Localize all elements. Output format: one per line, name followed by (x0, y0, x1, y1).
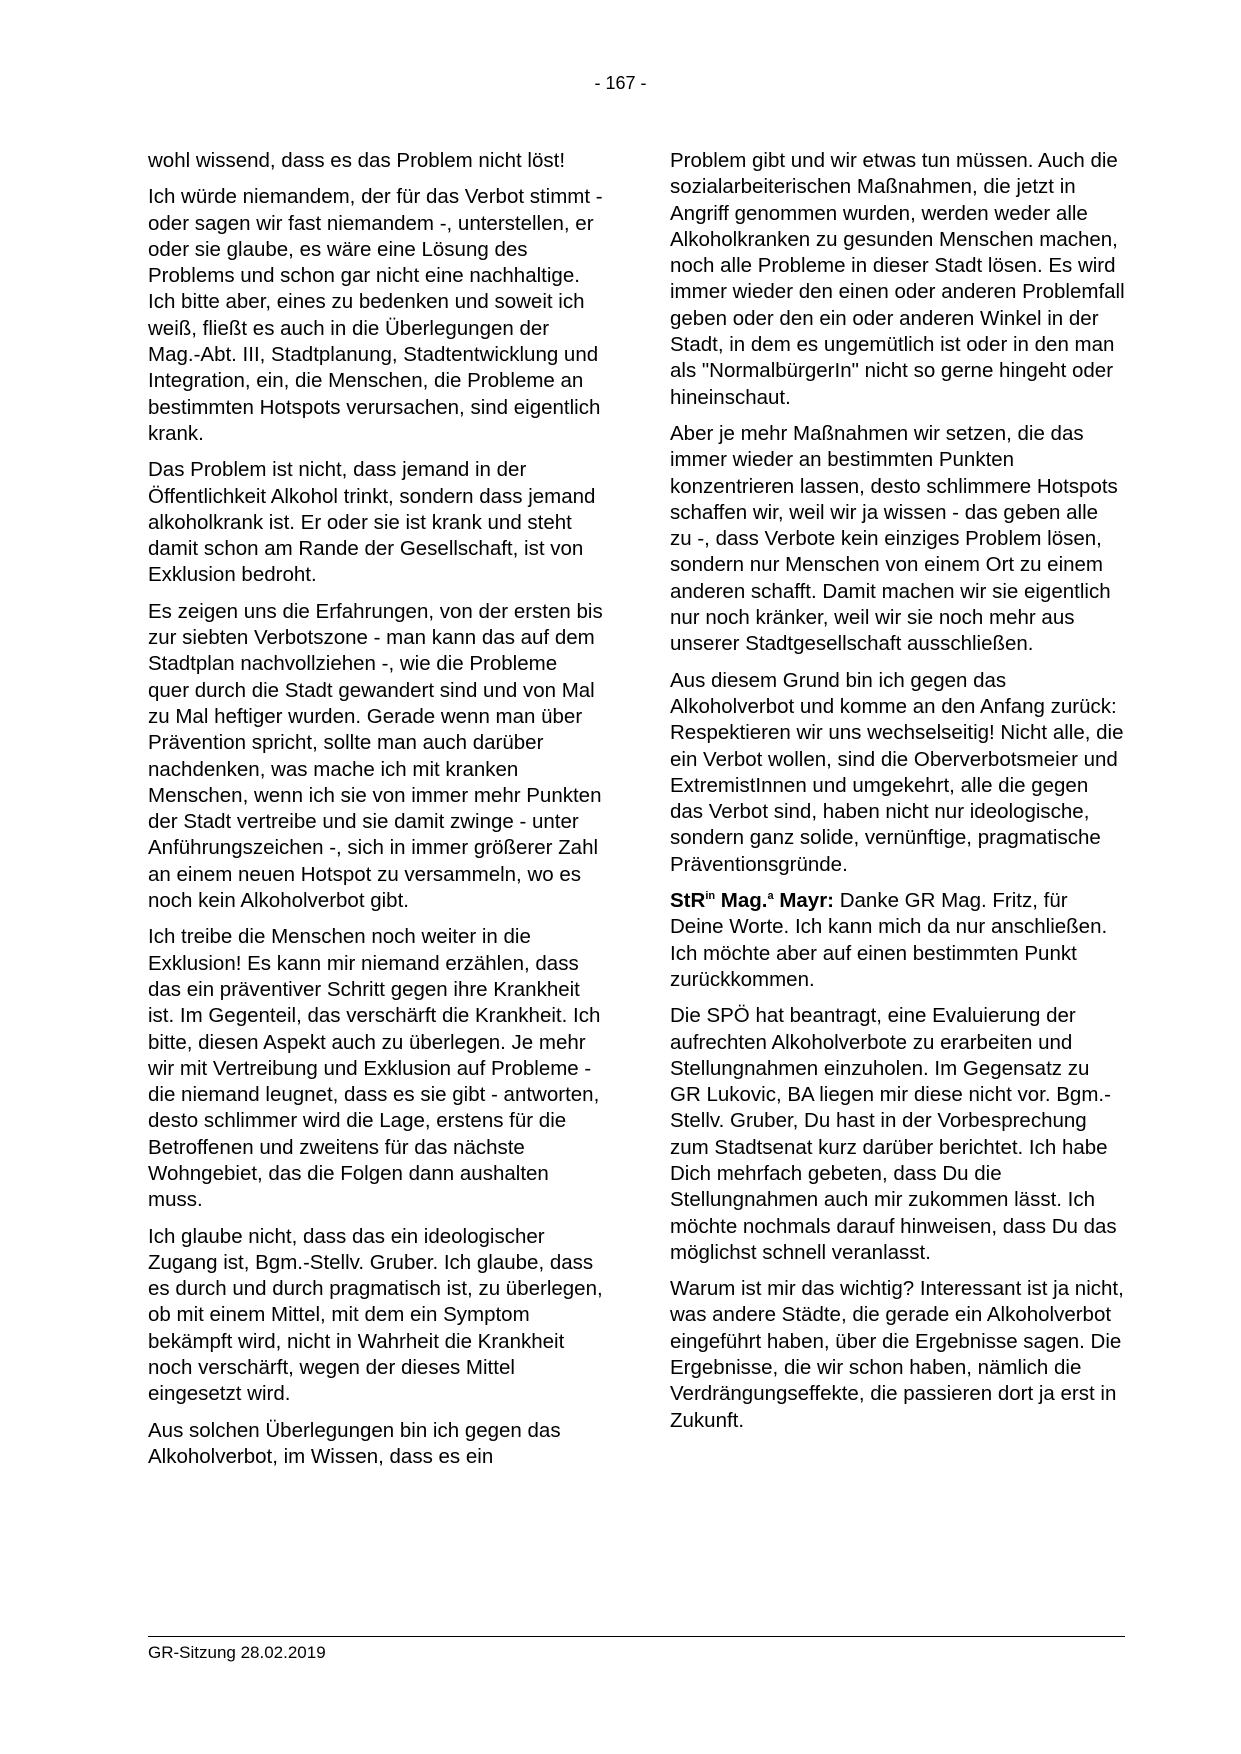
paragraph: Es zeigen uns die Erfahrungen, von der ersten bis zur siebten Verbotszone - man kann das auf dem Stadtplan nachvollziehen -, wie die Probleme quer durch die Stadt gewandert sind und von Mal zu Mal heftiger wurden. Gerade wenn man über Prävention spricht, sollte man auch darüber nachdenken, was mache ich mit kranken Menschen, wenn ich sie von immer mehr Punkten der Stadt vertreibe und sie damit zwinge - unter Anführungszeichen -, sich in immer größerer Zahl an einem neuen Hotspot zu versammeln, wo es noch kein Alkoholverbot gibt. (148, 599, 603, 913)
paragraph: Das Problem ist nicht, dass jemand in der Öffentlichkeit Alkohol trinkt, sondern dass jemand alkoholkrank ist. Er oder sie ist krank und steht damit schon am Rande der Gesellschaft, ist von Exklusion bedroht. (148, 458, 596, 587)
speaker-label (670, 889, 834, 912)
footer-session-date: GR-Sitzung 28.02.2019 (148, 1643, 326, 1662)
paragraph: Aber je mehr Maßnahmen wir setzen, die das immer wieder an bestimmten Punkten konzentrieren lassen, desto schlimmere Hotspots schaffen wir, weil wir ja wissen - das geben alle zu -, dass Verbote kein einziges Problem lösen, sondern nur Menschen von einem Ort zu einem anderen schafft. Damit machen wir sie eigentlich nur noch kränker, weil wir sie noch mehr aus unserer Stadtgesellschaft ausschließen. (670, 421, 1118, 656)
right-column (670, 148, 1125, 1444)
paragraph: Aus solchen Überlegungen bin ich gegen das Alkoholverbot, im Wissen, dass es ein (148, 1418, 561, 1468)
speaker-role-suffix: in (705, 890, 716, 903)
speaker-title: Mag. (715, 889, 768, 913)
paragraph: Warum ist mir das wichtig? Interessant ist ja nicht, was andere Städte, die gerade ein Alkoholverbot eingeführt haben, über die Ergebnisse sagen. Die Ergebnisse, die wir schon haben, nämlich die Verdrängungseffekte, die passieren dort ja erst in Zukunft. (670, 1277, 1124, 1432)
paragraph: Ich würde niemandem, der für das Verbot stimmt - oder sagen wir fast niemandem -, unterstellen, er oder sie glaube, es wäre eine Lösung des Problems und schon gar nicht eine nachhaltige. Ich bitte aber, eines zu bedenken und soweit ich weiß, fließt es auch in die Überlegungen der Mag.-Abt. III, Stadtplanung, Stadtentwicklung und Integration, ein, die Menschen, die Probleme an bestimmten Hotspots verursachen, sind eigentlich krank. (148, 185, 603, 445)
speaker-role: StR (670, 889, 706, 913)
paragraph: Ich glaube nicht, dass das ein ideologischer Zugang ist, Bgm.-Stellv. Gruber. Ich glaube, dass es durch und durch pragmatisch ist, zu überlegen, ob mit einem Mittel, mit dem ein Symptom bekämpft wird, nicht in Wahrheit die Krankheit noch verschärft, wegen der dieses Mittel eingesetzt wird. (148, 1224, 603, 1406)
speaker-paragraph (670, 888, 1125, 993)
left-column (148, 148, 603, 1480)
paragraph: Aus diesem Grund bin ich gegen das Alkoholverbot und komme an den Anfang zurück: Respektieren wir uns wechselseitig! Nicht alle, die ein Verbot wollen, sind die Oberverbotsmeier und ExtremistInnen und umgekehrt, alle die gegen das Verbot sind, haben nicht nur ideologische, sondern ganz solide, vernünftige, pragmatische Präventionsgründe. (670, 668, 1124, 876)
page-number: - 167 - (594, 73, 647, 93)
footer-divider (148, 1636, 1125, 1637)
paragraph: Problem gibt und wir etwas tun müssen. Auch die sozialarbeiterischen Maßnahmen, die jetzt in Angriff genommen wurden, werden weder alle Alkoholkranken zu gesunden Menschen machen, noch alle Probleme in dieser Stadt lösen. Es wird immer wieder den einen oder anderen Problemfall geben oder den ein oder anderen Winkel in der Stadt, in dem es ungemütlich ist oder in den man als "NormalbürgerIn" nicht so gerne hingeht oder hineinschaut. (670, 149, 1125, 409)
speaker-name: Mayr: (773, 889, 835, 913)
paragraph: Die SPÖ hat beantragt, eine Evaluierung der aufrechten Alkoholverbote zu erarbeiten und Stellungnahmen einzuholen. Im Gegensatz zu GR Lukovic, BA liegen mir diese nicht vor. Bgm.-Stellv. Gruber, Du hast in der Vorbesprechung zum Stadtsenat kurz darüber berichtet. Ich habe Dich mehrfach gebeten, dass Du die Stellungnahmen auch mir zukommen lässt. Ich möchte nochmals darauf hinweisen, dass Du das möglichst schnell veranlasst. (670, 1004, 1117, 1264)
speaker-text: Danke GR Mag. Fritz, für Deine Worte. Ich kann mich da nur anschließen. Ich möchte aber auf einen bestimmten Punkt zurückkommen. (670, 889, 1108, 991)
paragraph: Ich treibe die Menschen noch weiter in die Exklusion! Es kann mir niemand erzählen, dass das ein präventiver Schritt gegen ihre Krankheit ist. Im Gegenteil, das verschärft die Krankheit. Ich bitte, diesen Aspekt auch zu überlegen. Je mehr wir mit Vertreibung und Exklusion auf Probleme - die niemand leugnet, dass es sie gibt - antworten, desto schlimmer wird die Lage, erstens für die Betroffenen und zweitens für das nächste Wohngebiet, das die Folgen dann aushalten muss. (148, 925, 601, 1212)
paragraph: wohl wissend, dass es das Problem nicht löst! (148, 149, 566, 172)
speaker-title-suffix: a (767, 890, 774, 903)
